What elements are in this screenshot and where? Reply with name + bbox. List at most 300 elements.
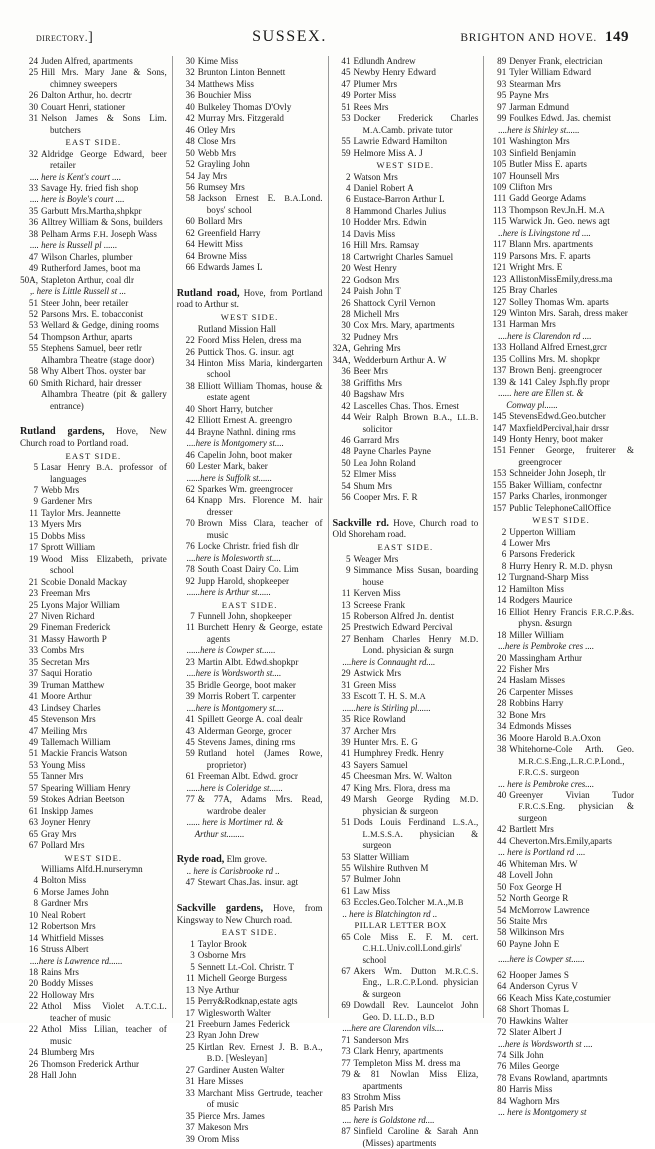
directory-entry — [177, 748, 323, 771]
entry-text: Lower Mrs — [509, 538, 551, 549]
entry-number: 25 — [28, 599, 38, 610]
entry-text: Bolton Miss — [41, 875, 87, 886]
directory-entry — [488, 148, 634, 159]
entry-text: Plumer Mrs — [353, 78, 397, 89]
directory-entry — [333, 1103, 479, 1114]
entry-text: Parsons Mrs. E. tobacconist — [41, 308, 144, 319]
directory-entry — [20, 389, 167, 412]
entry-text: Astwick Mrs — [353, 668, 402, 679]
entry-number: 36 — [341, 366, 351, 377]
directory-entry — [488, 549, 634, 560]
entry-text: Moore Arthur — [41, 691, 92, 702]
directory-entry — [488, 927, 634, 938]
entry-text: Edwards James L — [197, 262, 263, 273]
directory-entry — [488, 262, 634, 273]
entry-text: Solley Thomas Wm. aparts — [509, 296, 609, 307]
entry-text: Garbutt Mrs.Martha,shpkpr — [41, 205, 142, 216]
entry-text: Morris Robert T. carpenter — [197, 691, 296, 702]
directory-entry — [20, 887, 167, 898]
directory-entry — [333, 863, 479, 874]
directory-entry — [177, 79, 323, 90]
entry-number: 35 — [28, 656, 38, 667]
entry-text: Watson Mrs — [353, 171, 398, 182]
street-name: Rutland road, — [176, 287, 240, 299]
entry-number: 11 — [185, 622, 195, 633]
directory-entry — [488, 365, 634, 376]
entry-number: 113 — [492, 204, 507, 215]
entry-number: 91 — [497, 67, 507, 78]
entry-text: Elliott Ernest A. greengro — [197, 415, 293, 426]
entry-text: Jay Mrs — [197, 170, 228, 181]
entry-text: Close Mrs — [197, 136, 236, 147]
entry-number: 59 — [28, 794, 38, 805]
entry-text: Meiling Mrs — [41, 725, 88, 736]
directory-entry — [20, 67, 167, 90]
directory-entry — [177, 771, 323, 782]
entry-text: Baker William, confectnr — [509, 479, 602, 490]
entry-text: Alhambra Theatre (stage door) — [41, 354, 155, 365]
entry-text: Lascelles Chas. Thos. Ernest — [353, 400, 460, 411]
entry-text: Bulkeley Thomas D'Ovly — [197, 101, 292, 112]
entry-number: 7 — [190, 610, 195, 621]
entry-text: Bartlett Mrs — [509, 824, 554, 835]
directory-entry — [488, 1061, 634, 1072]
entry-text: Rains Mrs — [41, 967, 79, 978]
page-number: 149 — [605, 29, 629, 45]
directory-entry — [177, 136, 323, 147]
entry-number: 6 — [33, 886, 38, 897]
directory-entry — [333, 286, 479, 297]
entry-number: 36 — [497, 732, 507, 743]
entry-text: Wilson Charles, plumber — [41, 251, 133, 262]
entry-number: 9 — [33, 496, 38, 507]
entry-text: Webb Mrs — [41, 485, 80, 495]
entry-number: 28 — [341, 308, 351, 319]
directory-entry — [20, 508, 167, 519]
entry-number: 107 — [492, 170, 507, 181]
entry-text: Makeson Mrs — [197, 1122, 249, 1133]
entry-text: Smith Richard, hair dresser — [41, 377, 142, 388]
entry-text: North George R — [509, 893, 569, 904]
entry-text: Grayling John — [197, 159, 250, 170]
directory-entry — [20, 806, 167, 817]
directory-entry — [20, 645, 167, 656]
directory-entry — [333, 771, 479, 782]
entry-number: 48 — [185, 136, 195, 147]
entry-text: Haslam Misses — [509, 675, 565, 686]
directory-entry — [333, 79, 479, 90]
entry-number: 18 — [341, 251, 351, 262]
entry-number: 52 — [28, 308, 38, 319]
directory-entry — [333, 458, 479, 469]
entry-text: Hooper James S — [509, 969, 569, 980]
directory-entry — [20, 298, 167, 309]
entry-text: Brunton Linton Bennett — [197, 67, 286, 78]
entry-text: Jupp Harold, shopkeeper — [197, 575, 290, 586]
entry-number: 153 — [492, 468, 507, 479]
entry-text: Garrard Mrs — [353, 434, 399, 445]
entry-number: 87 — [341, 1126, 351, 1137]
directory-entry — [20, 1070, 167, 1081]
entry-text: Silk John — [509, 1049, 544, 1060]
entry-number: 50 — [185, 147, 195, 158]
directory-entry — [333, 1046, 479, 1057]
entry-text: Beer Mrs — [353, 366, 388, 377]
entry-text: Greenyer Vivian Tudor F.R.C.S.Eng. physician & surgeon — [509, 790, 634, 823]
entry-text: Davis Miss — [353, 228, 395, 239]
entry-text: Waghorn Mrs — [509, 1095, 560, 1106]
directory-entry — [488, 67, 634, 78]
entry-number: 40 — [185, 403, 195, 414]
entry-number: 39 — [28, 679, 38, 690]
entry-text: Kirtlan Rev. Ernest J. B. B.A., B.D. [Wesleyan] — [197, 1041, 323, 1064]
directory-entry — [488, 1073, 634, 1084]
directory-entry — [177, 1122, 323, 1133]
entry-text: Rees Mrs — [353, 101, 389, 112]
directory-entry — [20, 910, 167, 921]
entry-text: Dalton Arthur, ho. decrtr — [41, 90, 132, 101]
directory-entry — [333, 554, 479, 565]
street-description: Elm grove. — [224, 854, 268, 865]
entry-number: 16 — [28, 944, 38, 955]
entry-number: 54 — [185, 170, 195, 181]
directory-entry — [333, 102, 479, 113]
entry-text: Wood Miss Elizabeth, private school — [41, 553, 167, 576]
directory-entry — [333, 320, 479, 331]
entry-number: 4 — [501, 538, 507, 549]
directory-entry — [488, 1084, 634, 1095]
directory-entry — [488, 251, 634, 262]
directory-entry — [177, 1088, 323, 1111]
directory-entry — [488, 308, 634, 319]
entry-text: Stapleton Arthur, coal dlr — [41, 274, 134, 285]
entry-text: Gardiner Austen Walter — [197, 1064, 285, 1075]
directory-entry — [177, 1111, 323, 1122]
entry-number: 64 — [185, 239, 195, 250]
directory-entry — [333, 1000, 479, 1023]
entry-text: Hare Misses — [197, 1076, 244, 1087]
entry-number: 25 — [341, 622, 351, 633]
entry-text: Humphrey Fredk. Henry — [353, 748, 444, 759]
street-name: Sackville rd. — [332, 517, 389, 529]
street-description: Hove, New Church road to Portland road. — [20, 426, 167, 448]
entry-text: Bone Mrs — [509, 709, 546, 720]
running-head-title: SUSSEX. — [252, 28, 327, 45]
directory-entry — [488, 687, 634, 698]
entry-text: Eustace-Barron Arthur L — [353, 194, 445, 205]
cross-street-note: ...here is Pembroke cres .... — [498, 641, 595, 652]
entry-text: Jackson Ernest E. B.A.Lond. boys' school — [197, 193, 323, 215]
entry-text: Wiglesworth Walter — [197, 1007, 271, 1018]
entry-number: 131 — [492, 319, 507, 330]
cross-street-note: ....here is Connaught rd.... — [342, 656, 436, 667]
entry-number: 71 — [341, 1034, 351, 1045]
directory-entry — [333, 389, 479, 400]
entry-number: 64 — [185, 495, 195, 506]
entry-number: 49 — [341, 794, 351, 805]
entry-number: 77 — [185, 794, 195, 805]
running-head-bracket: ] — [88, 30, 93, 45]
directory-entry — [177, 193, 323, 216]
entry-number: 149 — [492, 433, 507, 444]
entry-number: 72 — [497, 1027, 507, 1038]
directory-entry — [333, 446, 479, 457]
entry-number: 54 — [497, 904, 507, 915]
entry-number: 55 — [341, 136, 351, 147]
entry-number: 15 — [28, 530, 38, 541]
directory-entry — [177, 1008, 323, 1019]
directory-entry — [20, 783, 167, 794]
entry-number: 6 — [501, 549, 507, 560]
directory-entry — [488, 836, 634, 847]
entry-number: 41 — [341, 56, 351, 66]
cross-street-note: ... here is Pembroke cres.... — [498, 778, 595, 789]
entry-text: Rutherford James, boot ma — [41, 263, 141, 274]
entry-text: Hodder Mrs. Edwin — [353, 217, 427, 228]
directory-columns — [16, 56, 639, 1148]
entry-number: 62 — [497, 969, 507, 980]
entry-number: 54 — [28, 331, 38, 342]
entry-number: 35 — [185, 679, 195, 690]
entry-number: 69 — [341, 1000, 351, 1011]
entry-text: Slatter William — [353, 851, 410, 862]
block-spacer — [177, 274, 323, 281]
entry-number: 66 — [185, 262, 195, 273]
directory-entry — [488, 1004, 634, 1015]
entry-text: Collins Mrs. M. shopkpr — [509, 353, 600, 364]
side-heading: EAST SIDE. — [65, 450, 122, 461]
entry-number: 7 — [33, 485, 38, 495]
directory-entry — [488, 445, 634, 468]
entry-number: 58 — [497, 927, 507, 938]
entry-number: 35 — [341, 714, 351, 725]
entry-text: Keach Miss Kate,costumier — [509, 992, 611, 1003]
directory-entry — [333, 1092, 479, 1103]
directory-entry — [488, 664, 634, 675]
entry-text: Knapp Mrs. Florence M. hair dresser — [197, 495, 323, 517]
entry-number: 117 — [492, 239, 507, 250]
directory-entry — [177, 90, 323, 101]
entry-number: 67 — [341, 966, 351, 977]
entry-number: 8 — [33, 898, 38, 909]
directory-entry — [20, 611, 167, 622]
directory-entry — [177, 113, 323, 124]
directory-entry — [177, 56, 323, 67]
entry-text: Parsons Frederick — [509, 549, 575, 560]
directory-entry — [333, 1126, 479, 1149]
entry-number: 17 — [185, 1007, 195, 1018]
entry-number: 45 — [28, 714, 38, 725]
entry-text: Hurry Henry R. M.D. physn — [509, 560, 613, 571]
entry-text: Staite Mrs — [509, 915, 548, 926]
entry-text: Inskipp James — [41, 805, 94, 816]
entry-text: Cox Mrs. Mary, apartments — [353, 320, 455, 331]
entry-number: 44 — [185, 426, 195, 437]
directory-entry — [177, 125, 323, 136]
entry-number: 47 — [28, 725, 38, 736]
entry-text: Moore Harold B.A.Oxon — [509, 732, 601, 743]
directory-entry — [20, 1024, 167, 1047]
directory-entry — [333, 298, 479, 309]
directory-entry — [488, 319, 634, 330]
directory-entry — [177, 484, 323, 495]
entry-text: West Henry — [353, 263, 397, 274]
entry-number: 34 — [185, 78, 195, 89]
directory-entry — [488, 56, 634, 67]
entry-number: 47 — [341, 782, 351, 793]
directory-entry — [333, 966, 479, 1000]
entry-text: Freeburn James Federick — [197, 1018, 290, 1029]
entry-number: 36 — [28, 217, 38, 228]
directory-entry — [488, 630, 634, 641]
cross-street-note: ......here is Stirling pl...... — [342, 702, 431, 713]
street-heading — [177, 854, 323, 866]
entry-text: Pudney Mrs — [353, 331, 399, 342]
directory-entry — [488, 411, 634, 422]
block-spacer — [333, 504, 479, 511]
entry-number: 39 — [185, 691, 195, 702]
cross-street-note: ... here is Portland rd .... — [498, 847, 586, 858]
entry-text: McMorrow Lawrence — [509, 904, 590, 915]
directory-entry — [177, 973, 323, 984]
directory-entry — [20, 183, 167, 194]
entry-text: Brayne Nathnl. dining rms — [197, 426, 296, 437]
entry-number: 61 — [185, 771, 195, 782]
directory-entry — [333, 343, 479, 354]
cross-street-note: ....here is Montgomery st.... — [186, 438, 284, 449]
entry-number: 51 — [341, 101, 351, 112]
entry-number: 39 — [341, 736, 351, 747]
directory-entry — [177, 171, 323, 182]
directory-entry — [488, 79, 634, 90]
entry-number: 57 — [341, 874, 351, 885]
entry-number: 49 — [28, 736, 38, 747]
entry-number: 36 — [185, 90, 195, 101]
entry-text: Joyner Henry — [41, 817, 91, 828]
entry-number: 62 — [185, 484, 195, 494]
entry-number: 34A, — [332, 354, 351, 365]
directory-entry — [20, 840, 167, 851]
entry-text: MaxfieldPercival,hair drssr — [509, 422, 610, 433]
entry-number: 6 — [345, 194, 351, 205]
entry-text: Griffiths Mrs — [353, 377, 402, 388]
entry-number: 115 — [492, 216, 507, 227]
entry-number: 79 — [341, 1069, 351, 1080]
entry-number: 8 — [501, 560, 507, 571]
directory-entry — [488, 572, 634, 583]
entry-text: Green Miss — [353, 679, 396, 690]
entry-text: Hinton Miss Maria, kindergarten school — [197, 358, 323, 380]
entry-text: Stevenson Mrs — [41, 714, 96, 725]
entry-text: Stearman Mrs — [509, 78, 561, 89]
entry-number: 33 — [28, 645, 38, 656]
entry-number: 60 — [497, 938, 507, 949]
entry-number: 42 — [341, 400, 351, 411]
directory-entry — [333, 1035, 479, 1046]
entry-text: Thompson Arthur, aparts — [41, 331, 133, 342]
directory-entry — [488, 993, 634, 1004]
entry-text: Couart Henri, stationer — [41, 101, 126, 112]
entry-number: 37 — [185, 1122, 195, 1133]
entry-number: 51 — [28, 748, 38, 759]
entry-number: 65 — [341, 931, 351, 942]
directory-entry — [20, 898, 167, 909]
pillar-letter-box: PILLAR LETTER BOX — [354, 920, 447, 931]
entry-number: 29 — [341, 668, 351, 679]
entry-text: Escott T. H. S. M.A — [353, 691, 426, 702]
cross-street-note: .... here is Goldstone rd.... — [342, 1114, 435, 1125]
entry-number: 60 — [28, 377, 38, 388]
entry-number: 53 — [28, 759, 38, 770]
directory-entry — [488, 136, 634, 147]
entry-number: 26 — [28, 1058, 38, 1069]
directory-entry — [488, 561, 634, 572]
cross-street-note: ....here is Wordsworth st.... — [186, 668, 282, 679]
directory-entry — [20, 714, 167, 725]
directory-entry — [20, 600, 167, 611]
side-heading: EAST SIDE. — [65, 137, 122, 148]
entry-number: 42 — [497, 824, 507, 835]
entry-text: Morse James John — [41, 886, 109, 897]
entry-number: 56 — [185, 181, 195, 192]
entry-number: 147 — [492, 422, 507, 433]
cross-street-note: ....here is Shirley st...... — [498, 124, 580, 135]
entry-number: 60 — [185, 461, 195, 472]
cross-street-note: ......here is Coleridge st...... — [186, 782, 283, 793]
directory-entry — [333, 366, 479, 377]
directory-entry — [20, 875, 167, 886]
entry-text: Prestwich Edward Percival — [353, 622, 453, 633]
cross-street-note: .. here is Carisbrooke rd .. — [186, 865, 280, 876]
directory-entry — [20, 680, 167, 691]
directory-entry — [333, 565, 479, 588]
directory-entry — [488, 480, 634, 491]
entry-number: 46 — [185, 124, 195, 135]
directory-entry — [488, 239, 634, 250]
entry-text: Perry&Rodknap,estate agts — [197, 996, 298, 1007]
entry-text: Pierce Mrs. James — [197, 1110, 265, 1121]
entry-number: 29 — [28, 622, 38, 633]
entry-number: 64 — [497, 981, 507, 992]
entry-number: 11 — [341, 588, 351, 599]
entry-text: Public TelephoneCallOffice — [509, 502, 611, 513]
entry-number: 26 — [497, 686, 507, 697]
entry-text: Docker Frederick Charles M.A.Camb. private tutor — [353, 113, 479, 135]
entry-text: Roberson Alfred Jn. dentist — [353, 610, 454, 621]
entry-number: 11 — [185, 973, 195, 984]
entry-number: 27 — [185, 1064, 195, 1075]
directory-entry — [488, 744, 634, 778]
entry-number: 105 — [492, 159, 507, 170]
directory-entry — [488, 584, 634, 595]
directory-entry — [333, 401, 479, 412]
directory-entry — [333, 1058, 479, 1069]
entry-text: Porter Miss — [353, 90, 396, 101]
entry-number: 25 — [28, 67, 38, 78]
entry-text: Hewitt Miss — [197, 239, 243, 250]
entry-number: 62 — [185, 227, 195, 238]
entry-text: Denyer Frank, electrician — [509, 56, 603, 66]
entry-text: Michell Mrs — [353, 308, 400, 319]
directory-entry — [333, 172, 479, 183]
directory-entry — [20, 275, 167, 286]
entry-text: Bollard Mrs — [197, 216, 243, 227]
directory-entry — [177, 1042, 323, 1065]
directory-entry — [488, 90, 634, 101]
directory-entry — [20, 817, 167, 828]
entry-number: 24 — [28, 1047, 38, 1058]
directory-entry — [20, 217, 167, 228]
